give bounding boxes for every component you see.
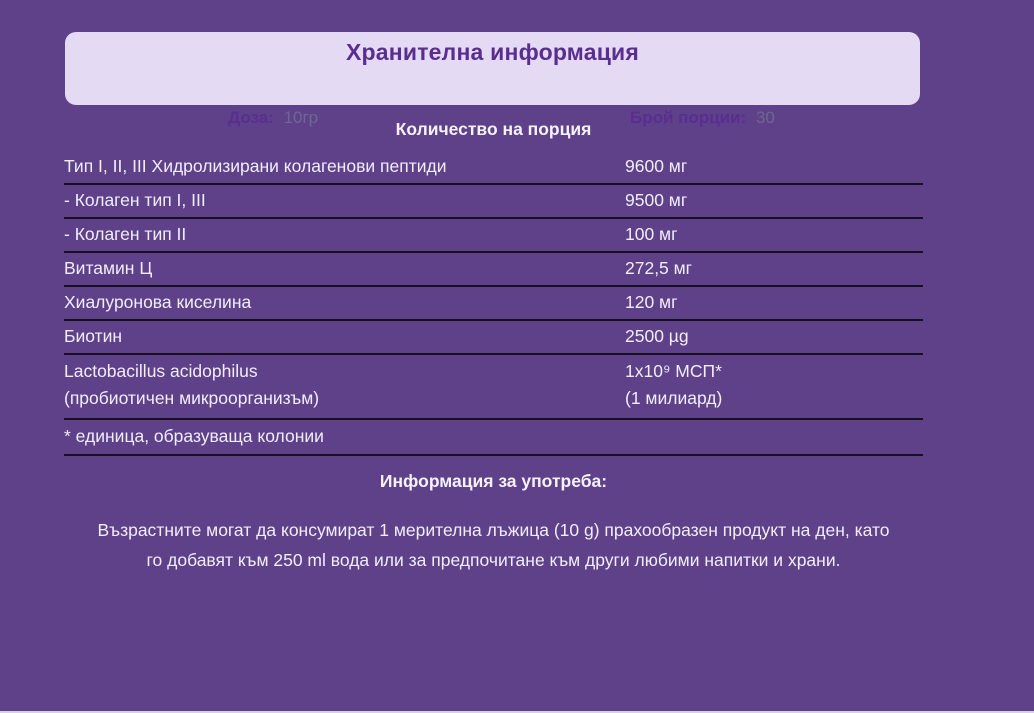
table-footnote: * единица, образуваща колонии [64,420,923,456]
usage-info-paragraph: Възрастните могат да консумират 1 мерителна лъжица (10 g) прахообразен продукт на ден, като го добавят към 250 ml вода или за предпочитане към други любими напитки и храни. [97,520,890,570]
nutrient-value: 2500 µg [625,326,689,346]
nutrient-name: Тип I, II, III Хидролизирани колагенови пептиди [64,156,447,176]
dose-label: Доза: [228,108,274,127]
table-row [64,185,923,219]
nutrition-table-rows [64,151,923,420]
nutrient-value: 120 мг [625,292,678,312]
usage-info-title: Информация за употреба: [379,471,608,491]
table-row [64,219,923,253]
amount-per-serving-header: Количество на порция [395,119,592,139]
servings-label: Брой порции: [630,108,747,127]
nutrient-name: Хиалуронова киселина [64,292,252,312]
table-row [64,151,923,185]
nutrition-table [64,105,923,456]
nutrient-value: 100 мг [625,224,678,244]
nutrient-value: 9600 мг [625,156,688,176]
table-row [64,287,923,321]
nutrient-name: - Колаген тип II [64,224,187,244]
table-row [64,355,923,420]
nutrition-facts-card [65,32,920,127]
nutrient-value: 272,5 мг [625,258,693,278]
nutrient-name: - Колаген тип I, III [64,190,206,210]
nutrient-value: 1x10⁹ МСП* (1 милиард) [625,361,723,408]
usage-info-text [64,515,923,575]
servings-value: 30 [755,108,775,127]
nutrient-name: Lactobacillus acidophilus (пробиотичен микроорганизъм) [64,361,320,408]
table-row [64,253,923,287]
dose-value: 10гр [283,108,319,127]
table-row [64,321,923,355]
nutrition-facts-title: Хранителна информация [345,39,639,65]
nutrient-name: Биотин [64,326,123,346]
nutrient-name: Витамин Ц [64,258,153,278]
nutrient-value: 9500 мг [625,190,688,210]
